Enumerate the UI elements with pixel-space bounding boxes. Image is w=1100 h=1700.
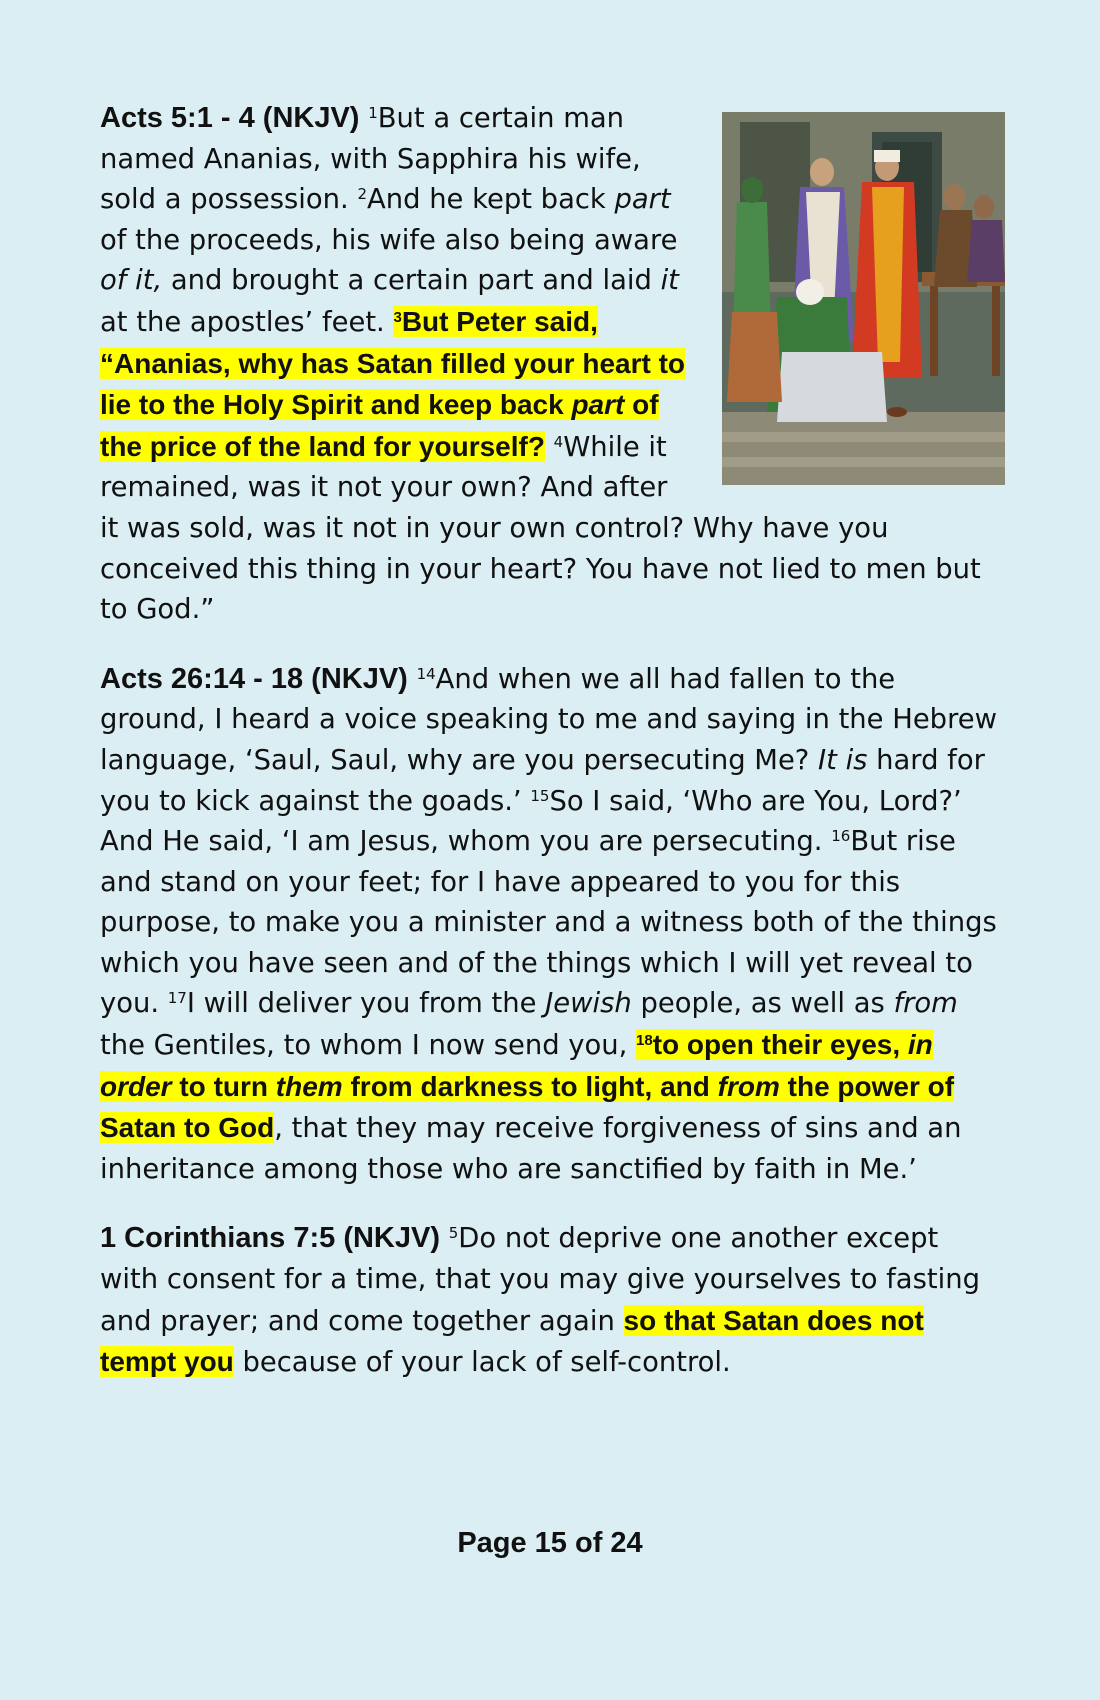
verse-text: the Gentiles, to whom I now send you, — [100, 1030, 637, 1062]
verse-number: 18 — [636, 1032, 653, 1050]
highlighted-italic-text: in order — [100, 1029, 933, 1102]
italic-text: from — [893, 988, 958, 1020]
verse-number: 1 — [368, 104, 378, 122]
verse-text: I will deliver you from the — [186, 988, 546, 1020]
scripture-content — [100, 98, 1005, 1412]
verse-text: and brought a certain part and laid — [162, 265, 661, 297]
verse-number: 3 — [393, 308, 402, 326]
verse-text: hard for you to kick against the goads.’ — [100, 744, 985, 817]
highlighted-text: But Peter said, “Ananias, why has Satan filled your heart to lie to the Holy Spirit and keep back — [100, 305, 686, 421]
italic-text: Jewish — [545, 988, 632, 1020]
illustration-image — [722, 112, 1005, 485]
verse-text: people, as well as — [631, 988, 894, 1020]
highlighted-text: to open their eyes, — [652, 1029, 908, 1061]
verse-number: 5 — [448, 1224, 459, 1243]
verse-text: While it remained, was it not your own? And after it was sold, was it not in your own control? Why have you conceived this thing in your heart? You have not lied to men but to God.” — [100, 431, 981, 626]
verse-text: But rise and stand on your feet; for I have appeared to you for this purpose, to make you a minister and a witness both of the things which you have seen and of the things which I will yet reveal to you. — [100, 826, 997, 1020]
verse-number: 14 — [416, 664, 436, 683]
painting-illustration — [722, 112, 1005, 485]
passage-reference: 1 Corinthians 7:5 (NKJV) — [100, 1222, 440, 1255]
italic-text: it — [660, 265, 679, 297]
verse-text: Do not deprive one another except with consent for a time, that you may give yourselves to fasting and prayer; and come together again — [100, 1223, 980, 1337]
verse-text: because of your lack of self-control. — [233, 1347, 731, 1379]
passage-reference: Acts 26:14 - 18 (NKJV) — [100, 662, 408, 695]
highlighted-italic-text: from — [717, 1070, 780, 1102]
verse-text: And when we all had fallen to the ground, I heard a voice speaking to me and saying in the Hebrew language, ‘Saul, Saul, why are you persecuting Me? — [100, 663, 997, 776]
highlighted-text: to turn — [171, 1070, 276, 1102]
verse-text: But a certain man named Ananias, with Sapphira his wife, sold a possession. — [100, 103, 641, 216]
passage-acts-5 — [100, 98, 1005, 631]
highlighted-italic-text: them — [275, 1070, 343, 1102]
verse-text: So I said, ‘Who are You, Lord?’ And He said, ‘I am Jesus, whom you are persecuting. — [100, 785, 962, 858]
verse-number: 16 — [831, 827, 851, 846]
verse-number: 17 — [167, 989, 187, 1008]
highlighted-text: the power of Satan to God — [100, 1070, 955, 1144]
highlighted-text: from darkness to light, and — [342, 1070, 718, 1102]
passage-1-corinthians-7 — [100, 1218, 1005, 1383]
verse-text: And he kept back — [367, 184, 615, 216]
passage-acts-26 — [100, 659, 1005, 1191]
verse-text: , that they may receive forgiveness of sins and an inheritance among those who are sanctified by faith in Me.’ — [100, 1113, 962, 1185]
verse-text: at the apostles’ feet. — [100, 306, 394, 338]
highlighted-text: so that Satan does not tempt you — [100, 1304, 924, 1378]
highlighted-italic-text: part — [571, 389, 625, 421]
passage-reference: Acts 5:1 - 4 (NKJV) — [100, 102, 360, 134]
italic-text: part — [614, 184, 671, 216]
verse-number: 15 — [530, 786, 550, 805]
italic-text: of it, — [100, 265, 163, 297]
verse-number: 4 — [553, 432, 564, 451]
italic-text: It is — [818, 744, 868, 776]
verse-text: of the proceeds, his wife also being aware — [100, 224, 678, 256]
page-number: Page 15 of 24 — [457, 1527, 643, 1559]
highlighted-text: of the price of the land for yourself? — [100, 389, 659, 462]
verse-number: 2 — [357, 185, 367, 204]
